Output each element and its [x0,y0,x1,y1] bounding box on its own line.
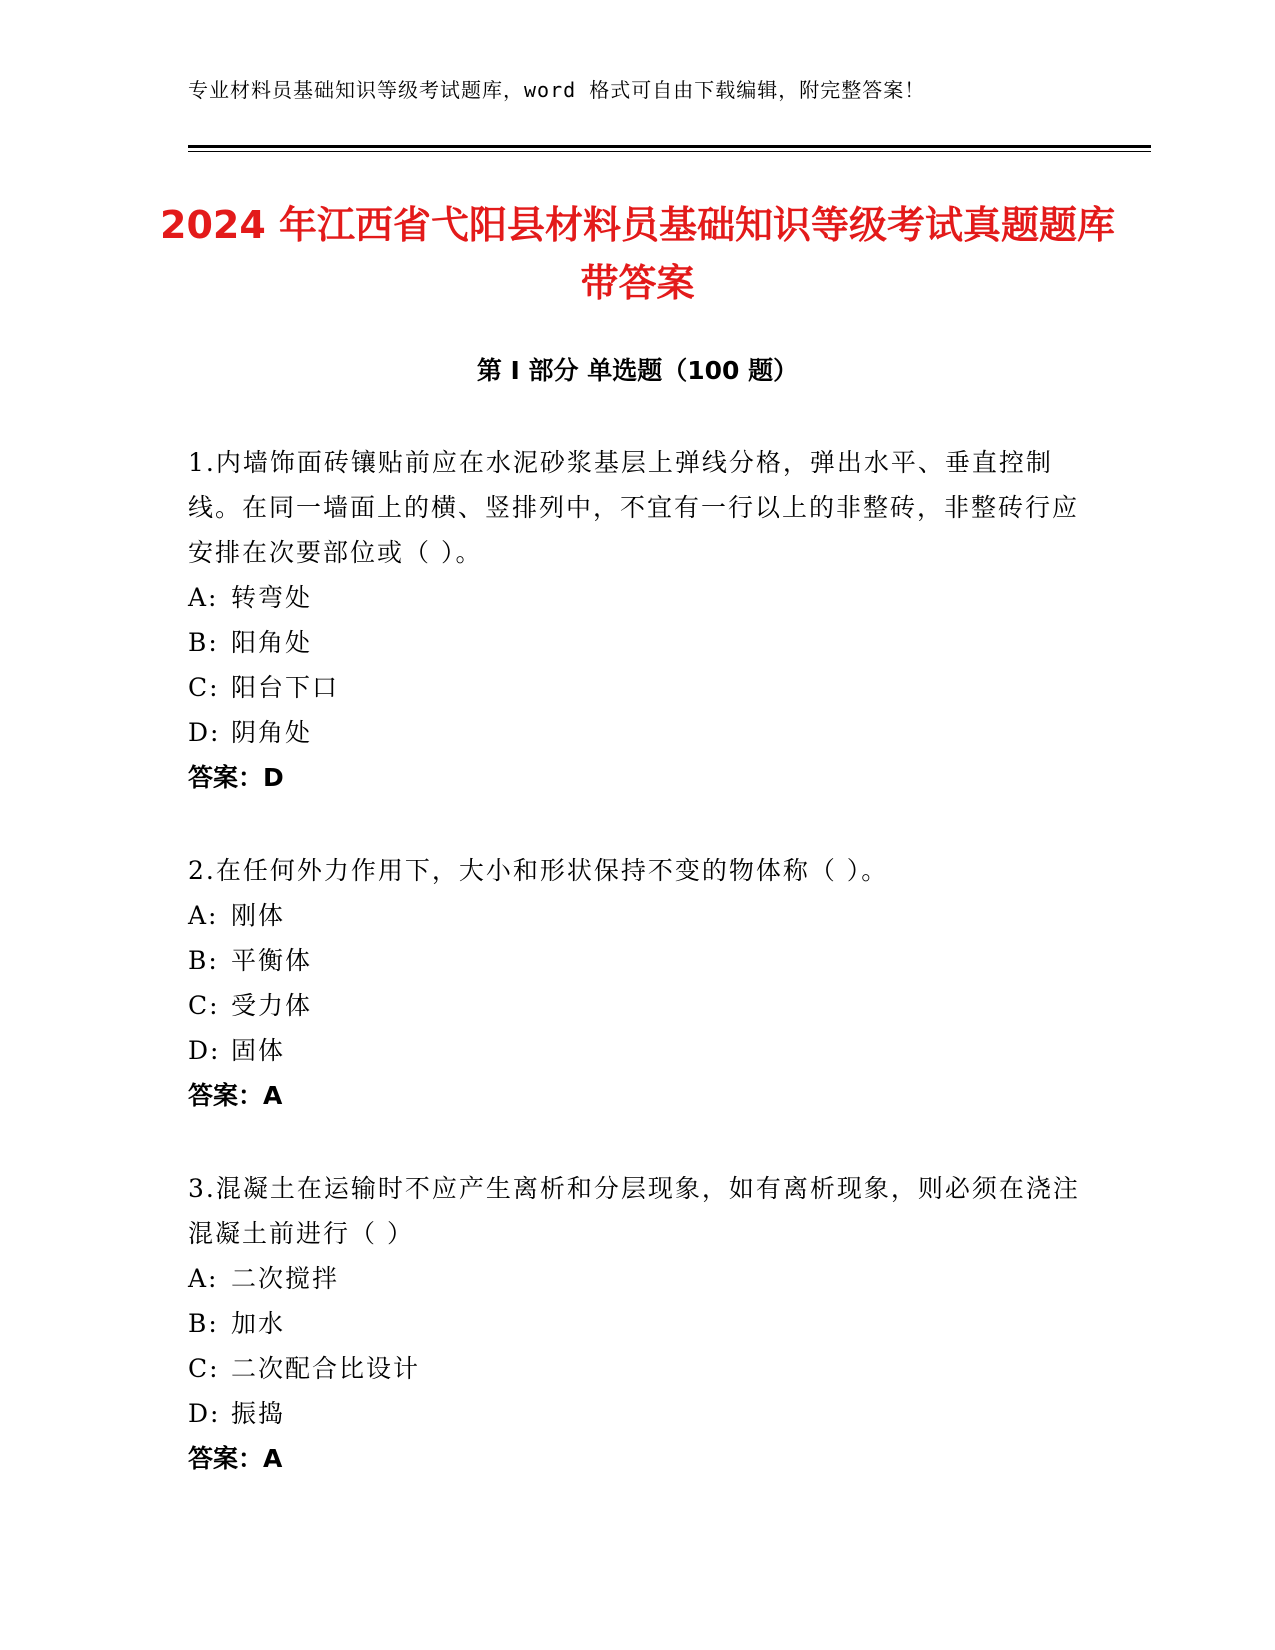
question-stem: 1.内墙饰面砖镶贴前应在水泥砂浆基层上弹线分格，弹出水平、垂直控制线。在同一墙面上的横、竖排列中，不宜有一行以上的非整砖，非整砖行应安排在次要部位或（ ）。 [188,448,1080,567]
option-a [188,575,1088,620]
answer-line: 答案：D [188,763,284,792]
option-a [188,1256,1088,1301]
option-text: 振捣 [231,1399,286,1428]
option-text: 平衡体 [231,946,313,975]
option-letter: D: [188,1399,221,1428]
option-letter: D: [188,1036,221,1065]
header-rule-thin [188,151,1151,152]
option-b [188,1301,1088,1346]
option-letter: D: [188,718,221,747]
option-d [188,1028,1088,1073]
header-rule-thick [188,145,1151,148]
option-text: 阳台下口 [231,673,340,702]
answer-line: 答案：A [188,1081,283,1110]
option-letter: B: [188,946,219,975]
option-letter: C: [188,1354,220,1383]
question-1 [188,440,1088,800]
option-text: 受力体 [231,991,313,1020]
option-text: 转弯处 [231,583,313,612]
option-letter: A: [188,583,219,612]
option-letter: B: [188,628,219,657]
option-text: 阴角处 [231,718,313,747]
option-text: 固体 [231,1036,286,1065]
document-title: 2024 年江西省弋阳县材料员基础知识等级考试真题题库带答案 [160,203,1115,305]
question-2 [188,848,1088,1118]
question-3 [188,1166,1088,1481]
option-b [188,620,1088,665]
option-b [188,938,1088,983]
option-letter: A: [188,1264,219,1293]
option-d [188,1391,1088,1436]
question-stem: 3.混凝土在运输时不应产生离析和分层现象，如有离析现象，则必须在浇注混凝土前进行（ ） [188,1174,1080,1248]
header-note: 专业材料员基础知识等级考试题库，word 格式可自由下载编辑，附完整答案！ [188,78,926,102]
option-c [188,983,1088,1028]
option-text: 加水 [231,1309,286,1338]
option-a [188,893,1088,938]
option-letter: C: [188,673,220,702]
option-text: 刚体 [231,901,286,930]
option-text: 阳角处 [231,628,313,657]
option-text: 二次配合比设计 [231,1354,421,1383]
option-c [188,1346,1088,1391]
question-stem: 2.在任何外力作用下，大小和形状保持不变的物体称（ ）。 [188,856,889,885]
option-letter: A: [188,901,219,930]
option-letter: C: [188,991,220,1020]
section-title: 第 I 部分 单选题（100 题） [476,356,799,385]
option-letter: B: [188,1309,219,1338]
option-c [188,665,1088,710]
option-text: 二次搅拌 [231,1264,340,1293]
answer-line: 答案：A [188,1444,283,1473]
option-d [188,710,1088,755]
